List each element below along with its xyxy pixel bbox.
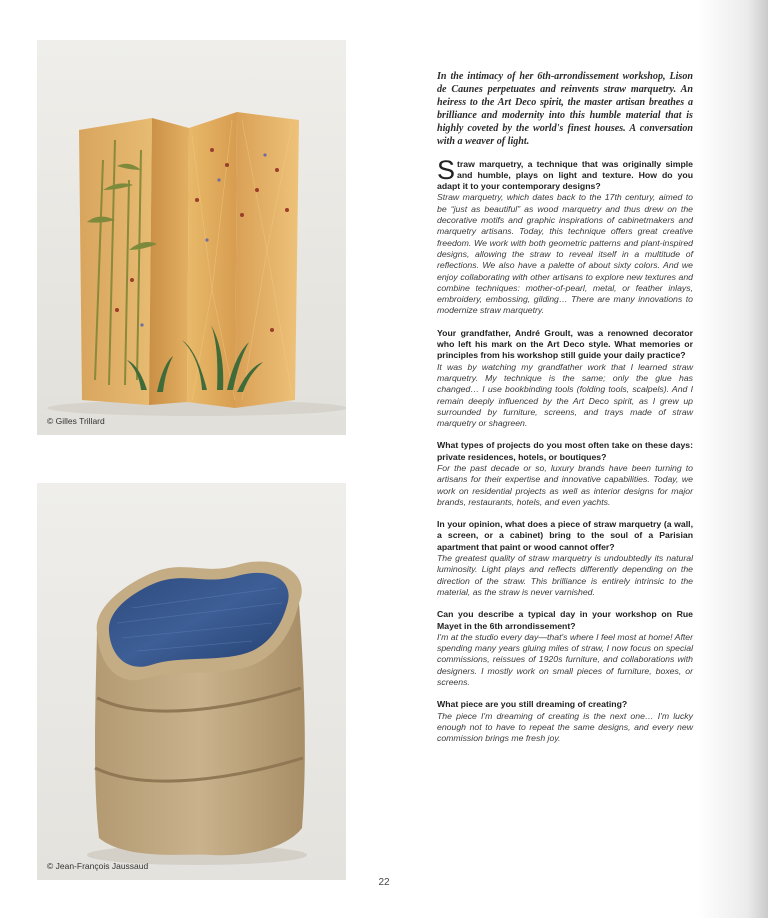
article-intro: In the intimacy of her 6th-arrondissement workshop, Lison de Caunes perpetuates and reinvents straw marquetry. An heiress to the Art Deco spirit, the master artisan breathes a brilliance and modernity into this humble material that is highly coveted by the world's finest houses. A conversation with a weaver of light. bbox=[437, 71, 693, 148]
interview-answer: I'm at the studio every day—that's where I feel most at home! After spending many years gluing miles of straw, I now focus on special commissions, reissues of 1920s furniture, and collaborations with designers. I mostly work on small pieces of furniture, boxes, or screens. bbox=[437, 631, 693, 688]
page-number: 22 bbox=[378, 877, 390, 888]
interview-question bbox=[437, 154, 693, 193]
folding-screen-illustration bbox=[37, 40, 346, 435]
interview-question: Your grandfather, André Groult, was a renowned decorator who left his mark on the Art Deco style. What memories or principles from his workshop still guide your daily practice? bbox=[437, 327, 693, 361]
photo-credit: © Gilles Trillard bbox=[47, 416, 105, 426]
photo-credit: © Jean-François Jaussaud bbox=[47, 861, 149, 871]
article-column bbox=[437, 70, 693, 756]
question-text: traw marquetry, a technique that was originally simple and humble, plays on light and texture. How do you adapt it to your contemporary designs? bbox=[437, 158, 693, 192]
page-edge-shadow bbox=[698, 0, 768, 918]
qa-block bbox=[437, 609, 693, 688]
interview-question: What types of projects do you most often take on these days: private residences, hotels, or boutiques? bbox=[437, 440, 693, 462]
interview-answer: The piece I'm dreaming of creating is the next one… I'm lucky enough not to have to repeat the same designs, and every new commission brings me fresh joy. bbox=[437, 710, 693, 744]
qa-block bbox=[437, 154, 693, 317]
qa-block bbox=[437, 519, 693, 598]
interview-answer: Straw marquetry, which dates back to the 17th century, aimed to be “just as beautiful” as wood marquetry and thus drew on the decorative motifs and graphic inspirations of cabinetmakers and marquetry artisans. Today, this technique offers great creative freedom. We work with both geometric patterns and plant-inspired designs, allowing the straw to reveal itself in a multitude of reflections. We also have a palette of about sixty colors. And we enjoy collaborating with other artisans to explore new textures and combine techniques: mother-of-pearl, metal, or feather inlays, embroidery, embossing, gilding… There are many innovations to modernize straw marquetry. bbox=[437, 192, 693, 316]
drop-cap: S bbox=[437, 154, 456, 185]
qa-block bbox=[437, 699, 693, 744]
interview-question: In your opinion, what does a piece of straw marquetry (a wall, a screen, or a cabinet) bring to the soul of a Parisian apartment that paint or wood cannot offer? bbox=[437, 519, 693, 552]
folding-screen-photo bbox=[37, 40, 346, 435]
interview-question: Can you describe a typical day in your workshop on Rue Mayet in the 6th arrondissement? bbox=[437, 609, 693, 631]
straw-box-illustration bbox=[37, 483, 346, 880]
qa-block bbox=[437, 440, 693, 508]
straw-box-photo bbox=[37, 483, 346, 880]
interview-answer: For the past decade or so, luxury brands have been turning to artisans for their expertise and innovative capabilities. Today, we work on residential projects as well as interior designs for major brands, restaurants, hotels, and even yachts. bbox=[437, 462, 693, 507]
interview-answer: The greatest quality of straw marquetry is undoubtedly its natural luminosity. Light plays and reflects differently depending on the direction of the straw. This brilliance is entirely intrinsic to the material, as the straw is never varnished. bbox=[437, 553, 693, 597]
interview-question: What piece are you still dreaming of creating? bbox=[437, 699, 628, 710]
interview-answer: It was by watching my grandfather work that I learned straw marquetry. My technique is the same; only the glue has changed… I use bookbinding tools (folding tools, scalpels). And I remain deeply influenced by the Art Deco spirit, as I grew up surrounded by furniture, screens, and trays made of straw marquetry or shagreen. bbox=[437, 361, 693, 429]
qa-block bbox=[437, 328, 693, 430]
